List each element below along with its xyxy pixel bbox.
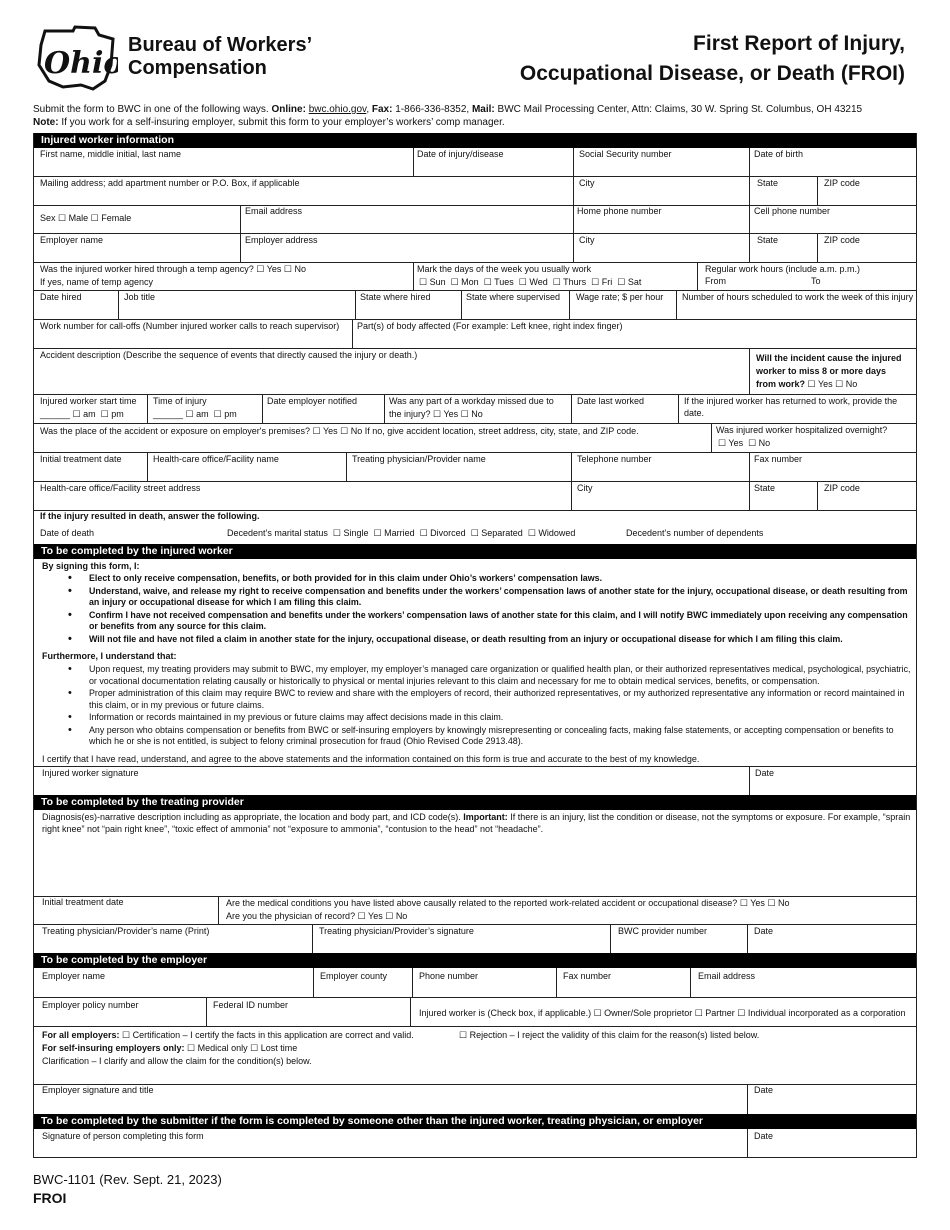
sex-field: Sex ☐ Male ☐ Female (40, 213, 132, 223)
provider-signature-field[interactable]: Treating physician/Provider’s signature (319, 926, 474, 936)
submit-instructions: Submit the form to BWC in one of the following ways. Online: bwc.ohio.gov, Fax: 1-866-336-8352, Mail: BWC Mail Processing Center, Attn: Claims, 30 W. Spring St. Columbus, OH 43215 (33, 104, 863, 115)
city-field[interactable]: City (579, 178, 595, 188)
miss-days-question-2: worker to miss 8 or more days (756, 366, 887, 376)
home-phone-field[interactable]: Home phone number (577, 206, 662, 216)
premises-yes-checkbox[interactable]: ☐ (312, 426, 321, 436)
premises-no-checkbox[interactable]: ☐ (340, 426, 349, 436)
section-employer: To be completed by the employer (33, 953, 917, 968)
bwc-website-link[interactable]: bwc.ohio.gov (308, 104, 367, 115)
understanding-item: • Information or records maintained in my previous or future claims may affect decisions made in this claim. (54, 712, 914, 724)
physician-name-field[interactable]: Treating physician/Provider name (352, 454, 486, 464)
injury-time-ampm[interactable]: ______ ☐ am ☐ pm (153, 409, 237, 419)
employer-signature-date[interactable]: Date (754, 1085, 774, 1095)
dependents-field[interactable]: Decedent’s number of dependents (626, 528, 764, 538)
provider-initial-treatment-field[interactable]: Initial treatment date (42, 897, 124, 907)
miss-no-checkbox[interactable]: ☐ (835, 379, 844, 389)
record-yes-checkbox[interactable]: ☐ (357, 911, 366, 921)
facility-city-field[interactable]: City (577, 483, 593, 493)
call-off-number-field[interactable]: Work number for call-offs (Number injured worker calls to reach supervisor) (40, 321, 340, 331)
hospitalized-options[interactable]: ☐ Yes ☐ No (718, 438, 771, 448)
waiver-item: • Understand, waive, and release my right to receive compensation and benefits under the workers’ compensation laws of another state for the injury, occupational disease, or death resulting from an injury or occupational disease for which I am filing this claim. (54, 586, 914, 609)
causal-question: Are the medical conditions you have listed above causally related to the reported work-related accident or occupational disease? ☐ Yes ☐ No (226, 898, 790, 908)
section-submitter: To be completed by the submitter if the form is completed by someone other than the injured worker, treating physician, or employer (33, 1114, 917, 1129)
causal-yes-checkbox[interactable]: ☐ (739, 898, 748, 908)
marital-status-field[interactable]: Decedent’s marital status ☐ Single ☐ Married ☐ Divorced ☐ Separated ☐ Widowed (227, 528, 576, 538)
dob-field[interactable]: Date of birth (754, 149, 804, 159)
hours-scheduled-field[interactable]: Number of hours scheduled to work the week of this injury (682, 292, 914, 302)
injury-time-field[interactable]: Time of injury (153, 396, 207, 406)
understanding-item: • Any person who obtains compensation or benefits from BWC or self-insuring employers by knowingly misrepresenting or concealing facts, making false statements, or accepting compensation or benefits to which he or she is not entitled, is subject to felony criminal prosecution for fraud (Ohio Revised Code 2913.48). (54, 725, 914, 748)
date-hired-field[interactable]: Date hired (40, 292, 82, 302)
section-injured-worker: Injured worker information (33, 133, 917, 148)
ssn-field[interactable]: Social Security number (579, 149, 672, 159)
temp-agency-name-field[interactable]: If yes, name of temp agency (40, 277, 154, 287)
certification-option[interactable]: For all employers: ☐ Certification – I certify the facts in this application are correct and valid. (42, 1030, 414, 1040)
employer-fax-field[interactable]: Fax number (563, 971, 612, 981)
federal-id-field[interactable]: Federal ID number (213, 1000, 289, 1010)
employer-email-field[interactable]: Email address (698, 971, 756, 981)
premises-question: Was the place of the accident or exposure on employer's premises? ☐ Yes ☐ No If no, give accident location, street address, city, state, and ZIP code. (40, 426, 639, 436)
self-insuring-note: Note: If you work for a self-insuring employer, submit this form to your employer’s workers’ comp manager. (33, 117, 505, 128)
state-hired-field[interactable]: State where hired (360, 292, 431, 302)
understanding-item: • Upon request, my treating providers may submit to BWC, my employer, my employer’s managed care organization or qualified health plan, or their authorized representatives medical, psychological, psychiatric, or vocational documentation relating causally or historically to physical or mental injuries relevant to this claim and necessary for me to obtain medical services, benefits, or compensation. (54, 664, 914, 687)
worker-type-options[interactable]: Injured worker is (Check box, if applicable.) ☐ Owner/Sole proprietor ☐ Partner ☐ Individual incorporated as a corporation (419, 1008, 906, 1018)
temp-yes-checkbox[interactable]: ☐ (256, 264, 265, 274)
body-parts-field[interactable]: Part(s) of body affected (For example: Left knee, right index finger) (357, 321, 623, 331)
miss-days-options: from work? ☐ Yes ☐ No (756, 379, 858, 389)
employer-phone-field[interactable]: Phone number (419, 971, 479, 981)
female-checkbox[interactable]: ☐ (90, 213, 99, 223)
worker-signature-field[interactable]: Injured worker signature (42, 768, 139, 778)
work-days-label: Mark the days of the week you usually work (417, 264, 592, 274)
employer-address-field[interactable]: Employer address (245, 235, 318, 245)
worker-signature-date[interactable]: Date (755, 768, 775, 778)
return-date-label-2: date. (684, 408, 705, 418)
facility-state-field[interactable]: State (754, 483, 776, 493)
section-injured-worker-signing: To be completed by the injured worker (33, 544, 917, 559)
workday-missed-question: Was any part of a workday missed due to (389, 396, 554, 406)
furthermore-heading: Furthermore, I understand that: (42, 651, 177, 661)
diagnosis-field[interactable]: Diagnosis(es)-narrative description including as appropriate, the location and body part, and ICD code(s). Important: If there is an injury, list the condition or disease, not the symptoms or exposure. For example, “sprain right knee” not “pain right knee”, “toxic effect of ammonia” not “exposure to ammonia”, “contusion to the head” not “headache”. (42, 812, 911, 834)
waiver-item: • Will not file and have not filed a claim in another state for the injury, occupational disease, or death resulting from an injury or occupational disease for which I am filing this claim. (54, 634, 914, 646)
bwc-provider-number-field[interactable]: BWC provider number (618, 926, 708, 936)
employer-section-name-field[interactable]: Employer name (42, 971, 106, 981)
physician-of-record-question: Are you the physician of record? ☐ Yes ☐ No (226, 911, 408, 921)
date-notified-field[interactable]: Date employer notified (267, 396, 358, 406)
facility-zip-field[interactable]: ZIP code (824, 483, 860, 493)
work-days-checkboxes[interactable]: ☐ Sun ☐ Mon ☐ Tues ☐ Wed ☐ Thurs ☐ Fri ☐ Sat (419, 277, 642, 287)
form-number: BWC-1101 (Rev. Sept. 21, 2023) (33, 1172, 222, 1187)
mailing-address-field[interactable]: Mailing address; add apartment number or P.O. Box, if applicable (40, 178, 300, 188)
svg-text:Ohio: Ohio (44, 46, 118, 81)
submitter-date-field[interactable]: Date (754, 1131, 774, 1141)
miss-days-question: Will the incident cause the injured (756, 353, 902, 363)
hospitalized-question: Was injured worker hospitalized overnight? (716, 425, 888, 435)
employer-state-field[interactable]: State (757, 235, 779, 245)
self-insuring-options[interactable]: For self-insuring employers only: ☐ Medical only ☐ Lost time (42, 1043, 298, 1053)
ohio-logo (33, 25, 118, 93)
temp-no-checkbox[interactable]: ☐ (283, 264, 292, 274)
date-of-death-field[interactable]: Date of death (40, 528, 95, 538)
provider-date-field[interactable]: Date (754, 926, 774, 936)
start-time-ampm[interactable]: ______ ☐ am ☐ pm (40, 409, 124, 419)
employer-signature-field[interactable]: Employer signature and title (42, 1085, 154, 1095)
telephone-field[interactable]: Telephone number (577, 454, 652, 464)
job-title-field[interactable]: Job title (124, 292, 156, 302)
initial-treatment-date-field[interactable]: Initial treatment date (40, 454, 122, 464)
zip-field[interactable]: ZIP code (824, 178, 860, 188)
workday-no-checkbox[interactable]: ☐ (460, 409, 469, 419)
signing-heading: By signing this form, I: (42, 561, 140, 571)
return-date-field[interactable]: If the injured worker has returned to work, provide the (684, 396, 898, 406)
death-heading: If the injury resulted in death, answer the following. (40, 511, 260, 521)
understanding-list (54, 664, 914, 749)
bureau-name-line1: Bureau of Workers’ (128, 34, 313, 56)
form-title-line2: Occupational Disease, or Death (FROI) (519, 62, 905, 85)
submitter-signature-field[interactable]: Signature of person completing this form (42, 1131, 204, 1141)
certify-statement: I certify that I have read, understand, and agree to the above statements and the information contained on this form is true and accurate to the best of my knowledge. (42, 754, 700, 764)
workday-yes-checkbox[interactable]: ☐ (433, 409, 442, 419)
policy-number-field[interactable]: Employer policy number (42, 1000, 139, 1010)
waiver-item: • Confirm I have not received compensation and benefits under the workers’ compensation laws of another state for this claim, and I will notify BWC immediately upon receiving any compensation or benefits from any source for this claim. (54, 610, 914, 633)
work-hours-label: Regular work hours (include a.m. p.m.) (705, 264, 861, 274)
bureau-name-line2: Compensation (128, 57, 267, 79)
waiver-item: • Elect to only receive compensation, benefits, or both provided for in this claim under Ohio’s workers’ compensation laws. (54, 573, 914, 585)
state-supervised-field[interactable]: State where supervised (466, 292, 561, 302)
male-checkbox[interactable]: ☐ (58, 213, 67, 223)
fax-field[interactable]: Fax number (754, 454, 803, 464)
facility-name-field[interactable]: Health-care office/Facility name (153, 454, 279, 464)
form-title-line1: First Report of Injury, (693, 32, 905, 55)
date-last-worked-field[interactable]: Date last worked (577, 396, 645, 406)
state-field[interactable]: State (757, 178, 779, 188)
work-hours-from[interactable]: From (705, 276, 726, 286)
rejection-option[interactable]: ☐ Rejection – I reject the validity of this claim for the reason(s) listed below. (459, 1030, 760, 1040)
employer-name-field[interactable]: Employer name (40, 235, 104, 245)
employer-city-field[interactable]: City (579, 235, 595, 245)
record-no-checkbox[interactable]: ☐ (385, 911, 394, 921)
email-field[interactable]: Email address (245, 206, 303, 216)
provider-name-print-field[interactable]: Treating physician/Provider’s name (Print) (42, 926, 210, 936)
wage-rate-field[interactable]: Wage rate; $ per hour (576, 292, 664, 302)
cell-phone-field[interactable]: Cell phone number (754, 206, 831, 216)
form-code: FROI (33, 1190, 67, 1206)
work-hours-to[interactable]: To (811, 276, 821, 286)
causal-no-checkbox[interactable]: ☐ (767, 898, 776, 908)
accident-description-field[interactable]: Accident description (Describe the sequence of events that directly caused the injury or death.) (40, 350, 418, 360)
section-treating-provider: To be completed by the treating provider (33, 795, 917, 810)
understanding-item: • Proper administration of this claim may require BWC to review and share with the employers of record, their authorized representatives, or my authorized representative any information or record maintained in this claim, or in my previous or future claims. (54, 688, 914, 711)
temp-agency-question: Was the injured worker hired through a temp agency? ☐ Yes ☐ No (40, 264, 307, 274)
clarification-text: Clarification – I clarify and allow the claim for the condition(s) below. (42, 1056, 312, 1066)
date-of-injury-field[interactable]: Date of injury/disease (417, 149, 504, 159)
employer-county-field[interactable]: Employer county (320, 971, 388, 981)
start-time-field[interactable]: Injured worker start time (40, 396, 137, 406)
waiver-list (54, 573, 914, 646)
facility-street-field[interactable]: Health-care office/Facility street address (40, 483, 201, 493)
worker-name-field[interactable]: First name, middle initial, last name (40, 149, 182, 159)
employer-zip-field[interactable]: ZIP code (824, 235, 860, 245)
workday-missed-options: the injury? ☐ Yes ☐ No (389, 409, 483, 419)
miss-yes-checkbox[interactable]: ☐ (807, 379, 816, 389)
